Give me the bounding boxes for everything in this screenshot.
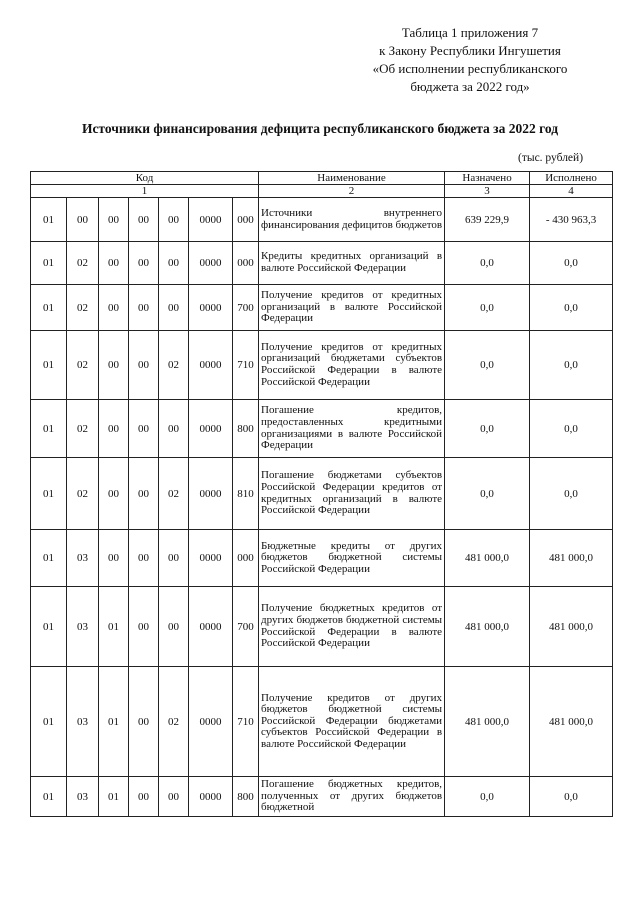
name-cell: Получение кредитов от кредитных организаций бюджетами субъектов Российской Федерации в валюте Российской Федерации	[259, 331, 445, 400]
code-cell: 700	[233, 587, 259, 667]
code-cell: 00	[129, 242, 159, 285]
assigned-cell: 0,0	[445, 331, 530, 400]
code-cell: 02	[67, 285, 99, 331]
number-name: 2	[259, 185, 445, 198]
code-cell: 0000	[189, 242, 233, 285]
code-cell: 01	[31, 285, 67, 331]
code-cell: 00	[159, 285, 189, 331]
code-cell: 01	[31, 530, 67, 587]
header-line-4: бюджета за 2022 год»	[410, 79, 530, 94]
code-cell: 00	[129, 777, 159, 817]
code-cell: 01	[31, 400, 67, 458]
code-cell: 00	[129, 530, 159, 587]
appendix-header	[340, 24, 600, 96]
code-cell: 00	[129, 400, 159, 458]
code-cell: 02	[67, 458, 99, 530]
code-cell: 0000	[189, 777, 233, 817]
name-cell: Кредиты кредитных организаций в валюте Российской Федерации	[259, 242, 445, 285]
document-title: Источники финансирования дефицита республиканского бюджета за 2022 год	[81, 121, 559, 136]
code-cell: 0000	[189, 587, 233, 667]
name-cell: Получение кредитов от других бюджетов бюджетной системы Российской Федерации бюджетами субъектов Российской Федерации в валюте Российской Федерации	[259, 667, 445, 777]
table-row	[31, 285, 613, 331]
name-cell: Источники внутреннего финансирования дефицитов бюджетов	[259, 198, 445, 242]
code-cell: 0000	[189, 400, 233, 458]
code-cell: 02	[67, 331, 99, 400]
executed-cell: - 430 963,3	[530, 198, 613, 242]
code-cell: 0000	[189, 458, 233, 530]
code-cell: 0000	[189, 331, 233, 400]
code-cell: 02	[67, 400, 99, 458]
code-cell: 00	[99, 530, 129, 587]
executed-cell: 481 000,0	[530, 667, 613, 777]
assigned-cell: 481 000,0	[445, 667, 530, 777]
table-row	[31, 331, 613, 400]
code-cell: 02	[159, 331, 189, 400]
code-cell: 0000	[189, 198, 233, 242]
code-cell: 01	[31, 587, 67, 667]
code-cell: 00	[129, 285, 159, 331]
code-cell: 710	[233, 667, 259, 777]
code-cell: 01	[31, 777, 67, 817]
assigned-cell: 481 000,0	[445, 587, 530, 667]
code-cell: 00	[129, 667, 159, 777]
table-header-row	[31, 172, 613, 185]
table-row	[31, 242, 613, 285]
table-row	[31, 530, 613, 587]
code-cell: 02	[159, 667, 189, 777]
executed-cell: 0,0	[530, 458, 613, 530]
code-cell: 02	[159, 458, 189, 530]
code-cell: 01	[99, 667, 129, 777]
table-row	[31, 777, 613, 817]
code-cell: 01	[99, 587, 129, 667]
code-cell: 710	[233, 331, 259, 400]
code-cell: 700	[233, 285, 259, 331]
code-cell: 03	[67, 587, 99, 667]
code-cell: 810	[233, 458, 259, 530]
code-cell: 000	[233, 198, 259, 242]
executed-cell: 0,0	[530, 400, 613, 458]
table-number-row	[31, 185, 613, 198]
units-label: (тыс. рублей)	[518, 152, 584, 164]
code-cell: 01	[31, 458, 67, 530]
code-cell: 00	[159, 198, 189, 242]
code-cell: 01	[31, 198, 67, 242]
header-assigned: Назначено	[445, 172, 530, 185]
code-cell: 01	[31, 667, 67, 777]
code-cell: 00	[67, 198, 99, 242]
name-cell: Погашение кредитов, предоставленных кредитными организациями в валюте Российской Федерации	[259, 400, 445, 458]
executed-cell: 481 000,0	[530, 530, 613, 587]
table-row	[31, 400, 613, 458]
assigned-cell: 0,0	[445, 242, 530, 285]
code-cell: 00	[99, 198, 129, 242]
code-cell: 0000	[189, 285, 233, 331]
header-code: Код	[31, 172, 259, 185]
table-row	[31, 458, 613, 530]
code-cell: 000	[233, 242, 259, 285]
number-code: 1	[31, 185, 259, 198]
name-cell: Бюджетные кредиты от других бюджетов бюджетной системы Российской Федерации	[259, 530, 445, 587]
code-cell: 00	[159, 400, 189, 458]
header-line-3: «Об исполнении республиканского	[372, 61, 568, 76]
code-cell: 800	[233, 400, 259, 458]
name-cell: Погашение бюджетных кредитов, полученных от других бюджетов бюджетной	[259, 777, 445, 817]
header-executed: Исполнено	[530, 172, 613, 185]
name-cell: Получение кредитов от кредитных организаций в валюте Российской Федерации	[259, 285, 445, 331]
code-cell: 0000	[189, 667, 233, 777]
code-cell: 00	[99, 331, 129, 400]
code-cell: 00	[159, 587, 189, 667]
executed-cell: 0,0	[530, 331, 613, 400]
code-cell: 000	[233, 530, 259, 587]
name-cell: Погашение бюджетами субъектов Российской Федерации кредитов от кредитных организаций в валюте Российской Федерации	[259, 458, 445, 530]
code-cell: 00	[129, 198, 159, 242]
code-cell: 00	[129, 587, 159, 667]
code-cell: 00	[99, 458, 129, 530]
assigned-cell: 0,0	[445, 285, 530, 331]
table-row	[31, 667, 613, 777]
code-cell: 00	[99, 400, 129, 458]
code-cell: 00	[159, 777, 189, 817]
header-line-1: Таблица 1 приложения 7	[401, 25, 539, 40]
table-row	[31, 587, 613, 667]
code-cell: 03	[67, 777, 99, 817]
header-line-2: к Закону Республики Ингушетия	[379, 43, 561, 58]
code-cell: 03	[67, 530, 99, 587]
code-cell: 00	[129, 458, 159, 530]
assigned-cell: 481 000,0	[445, 530, 530, 587]
executed-cell: 0,0	[530, 242, 613, 285]
budget-table	[30, 171, 613, 817]
code-cell: 02	[67, 242, 99, 285]
code-cell: 00	[159, 242, 189, 285]
code-cell: 800	[233, 777, 259, 817]
assigned-cell: 639 229,9	[445, 198, 530, 242]
code-cell: 0000	[189, 530, 233, 587]
assigned-cell: 0,0	[445, 400, 530, 458]
header-name: Наименование	[259, 172, 445, 185]
code-cell: 00	[159, 530, 189, 587]
table-row	[31, 198, 613, 242]
code-cell: 01	[99, 777, 129, 817]
number-executed: 4	[530, 185, 613, 198]
number-assigned: 3	[445, 185, 530, 198]
executed-cell: 0,0	[530, 777, 613, 817]
code-cell: 00	[129, 331, 159, 400]
assigned-cell: 0,0	[445, 777, 530, 817]
code-cell: 03	[67, 667, 99, 777]
code-cell: 00	[99, 242, 129, 285]
code-cell: 01	[31, 331, 67, 400]
name-cell: Получение бюджетных кредитов от других бюджетов бюджетной системы Российской Федерации в валюте Российской Федерации	[259, 587, 445, 667]
executed-cell: 0,0	[530, 285, 613, 331]
code-cell: 01	[31, 242, 67, 285]
assigned-cell: 0,0	[445, 458, 530, 530]
executed-cell: 481 000,0	[530, 587, 613, 667]
code-cell: 00	[99, 285, 129, 331]
